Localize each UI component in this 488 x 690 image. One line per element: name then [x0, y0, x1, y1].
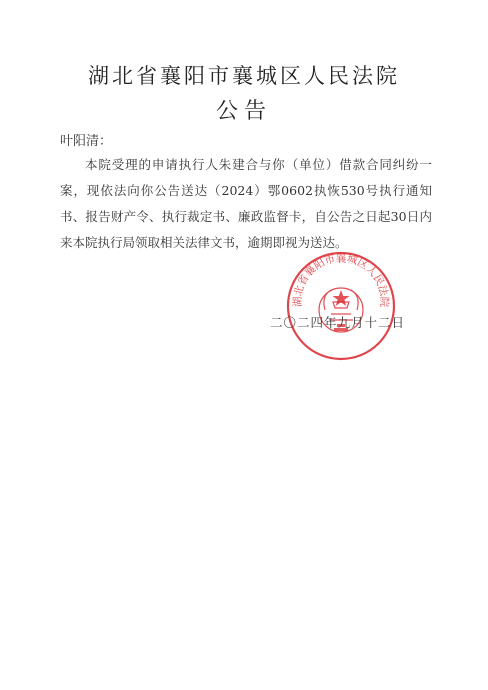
seal-text: 湖北省襄阳市襄城区人民法院	[291, 252, 391, 308]
court-name-heading: 湖北省襄阳市襄城区人民法院	[88, 64, 400, 88]
addressee: 叶阳清：	[60, 134, 113, 149]
notice-body: 本院受理的申请执行人朱建合与你（单位）借款合同纠纷一案，现依法向你公告送达（2024）鄂0602执恢530号执行通知书、报告财产令、执行裁定书、廉政监督卡，自公告之日起30日内来本院执行局领取相关法律文书，逾期即视为送达。	[60, 157, 432, 250]
court-seal-icon	[285, 250, 397, 362]
signature-date: 二〇二四年九月十二日	[270, 315, 406, 330]
notice-title: 公告	[215, 99, 272, 124]
